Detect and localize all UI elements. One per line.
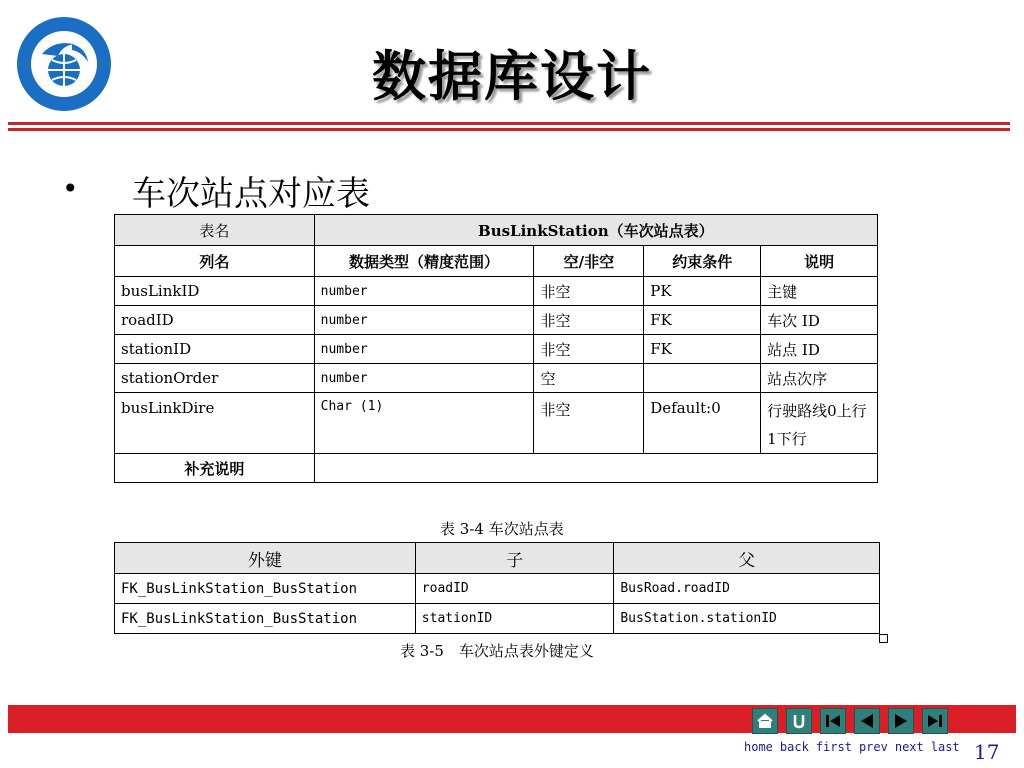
cell: number — [314, 364, 534, 393]
cell: 空 — [534, 364, 644, 393]
cell: BusStation.stationID — [614, 604, 880, 634]
fk-header-parent: 父 — [614, 543, 880, 574]
home-button[interactable] — [752, 708, 778, 734]
col-header-null: 空/非空 — [534, 246, 644, 277]
page-number: 17 — [974, 740, 1000, 764]
table-name-value: BusLinkStation（车次站点表） — [314, 215, 877, 246]
fk-header-child: 子 — [415, 543, 614, 574]
cell: busLinkID — [115, 277, 315, 306]
table-row — [115, 393, 878, 454]
table1-caption: 表 3-4 车次站点表 — [440, 520, 564, 538]
table2-caption: 表 3-5 车次站点表外键定义 — [400, 642, 594, 660]
cell — [644, 364, 761, 393]
col-header-type: 数据类型（精度范围） — [314, 246, 534, 277]
cell: roadID — [115, 306, 315, 335]
header-rule-bottom — [8, 128, 1010, 131]
cell: 非空 — [534, 306, 644, 335]
table-row — [115, 364, 878, 393]
cell: FK — [644, 306, 761, 335]
cell: number — [314, 306, 534, 335]
first-icon — [824, 712, 842, 730]
bullet-marker: • — [62, 172, 79, 205]
supplement-label: 补充说明 — [115, 454, 315, 483]
next-button[interactable] — [888, 708, 914, 734]
cell: FK_BusLinkStation_BusStation — [115, 604, 416, 634]
cell: FK — [644, 335, 761, 364]
back-button[interactable] — [786, 708, 812, 734]
cell: stationID — [415, 604, 614, 634]
cell: 站点 ID — [761, 335, 878, 364]
prev-button[interactable] — [854, 708, 880, 734]
cell: BusRoad.roadID — [614, 574, 880, 604]
last-button[interactable] — [922, 708, 948, 734]
table-row — [115, 604, 880, 634]
nav-next-link[interactable]: next — [894, 740, 924, 754]
table-row — [115, 335, 878, 364]
nav-labels — [744, 740, 967, 754]
nav-last-link[interactable]: last — [930, 740, 960, 754]
bullet-text: 车次站点对应表 — [132, 174, 370, 214]
cell: PK — [644, 277, 761, 306]
home-icon — [756, 712, 774, 730]
table-name-label: 表名 — [115, 215, 315, 246]
cell: 车次 ID — [761, 306, 878, 335]
cell: 行驶路线0上行1下行 — [761, 393, 878, 454]
table-row — [115, 306, 878, 335]
resize-handle — [879, 634, 888, 643]
col-header-name: 列名 — [115, 246, 315, 277]
bus-link-station-table — [114, 214, 878, 483]
cell: 非空 — [534, 277, 644, 306]
column-header-row — [115, 246, 878, 277]
nav-prev-link[interactable]: prev — [858, 740, 888, 754]
cell: 站点次序 — [761, 364, 878, 393]
fk-header-key: 外键 — [115, 543, 416, 574]
cell: Char (1) — [314, 393, 534, 454]
table-name-row — [115, 215, 878, 246]
nav-first-link[interactable]: first — [815, 740, 852, 754]
fk-header-row — [115, 543, 880, 574]
cell: number — [314, 335, 534, 364]
cell: 主键 — [761, 277, 878, 306]
col-header-constraint: 约束条件 — [644, 246, 761, 277]
first-button[interactable] — [820, 708, 846, 734]
cell: Default:0 — [644, 393, 761, 454]
cell: roadID — [415, 574, 614, 604]
supplement-value — [314, 454, 877, 483]
cell: stationID — [115, 335, 315, 364]
foreign-key-table — [114, 542, 880, 634]
nav-back-link[interactable]: back — [779, 740, 809, 754]
cell: 非空 — [534, 335, 644, 364]
col-header-description: 说明 — [761, 246, 878, 277]
header-rule-top — [8, 122, 1010, 125]
cell: FK_BusLinkStation_BusStation — [115, 574, 416, 604]
return-icon — [790, 712, 808, 730]
cell: 非空 — [534, 393, 644, 454]
next-icon — [892, 712, 910, 730]
prev-icon — [858, 712, 876, 730]
supplement-row — [115, 454, 878, 483]
slide-title: 数据库设计 — [372, 45, 652, 108]
cell: busLinkDire — [115, 393, 315, 454]
table-row — [115, 277, 878, 306]
cell: stationOrder — [115, 364, 315, 393]
cell: number — [314, 277, 534, 306]
table-row — [115, 574, 880, 604]
last-icon — [926, 712, 944, 730]
nav-home-link[interactable]: home — [744, 740, 773, 754]
